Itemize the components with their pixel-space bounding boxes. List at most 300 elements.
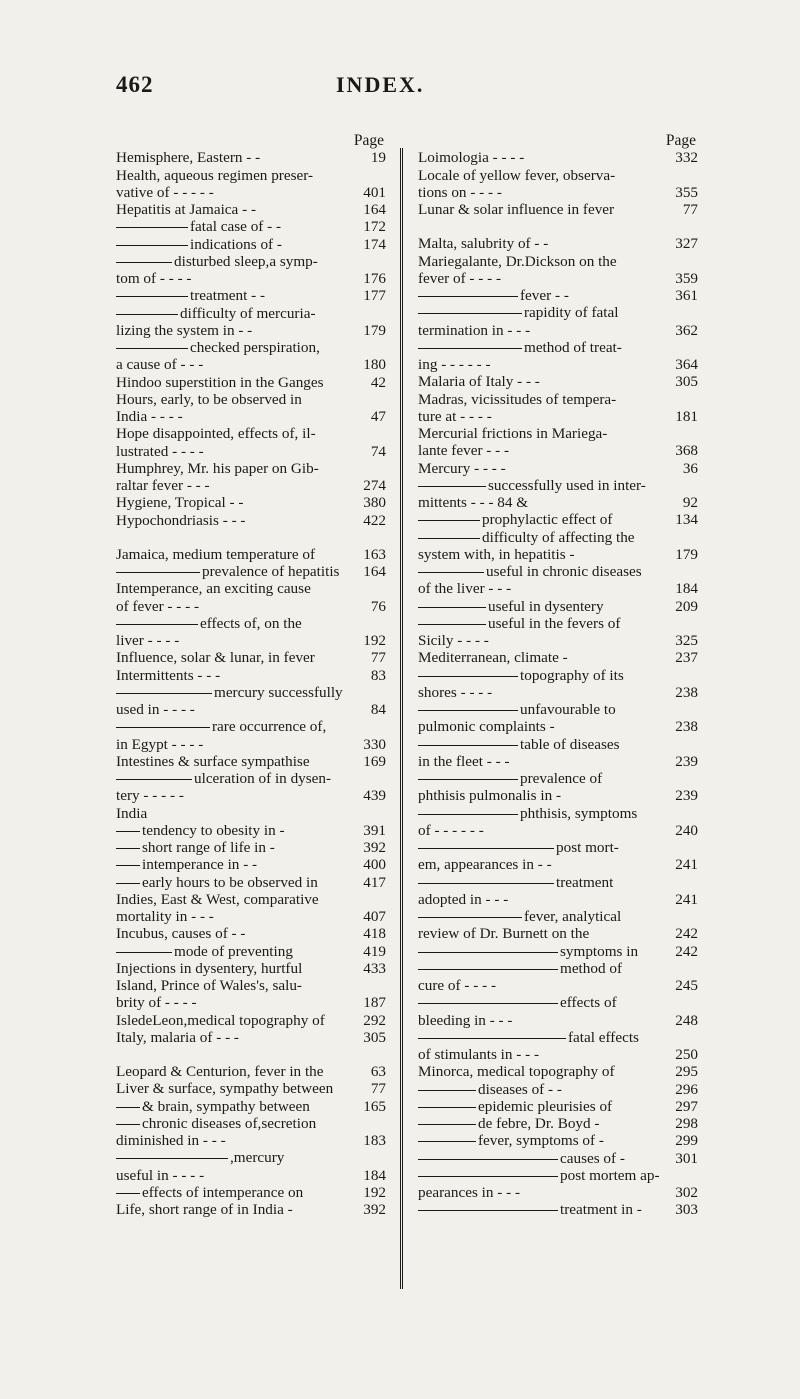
index-entry: [418, 960, 700, 977]
entry-text: fatal effects: [568, 1028, 639, 1046]
index-entry: [418, 805, 700, 822]
entry-page-number: 355: [675, 183, 698, 201]
ditto-rule: [418, 1159, 558, 1160]
index-entry: [116, 753, 388, 770]
entry-text: Mercurial frictions in Mariega-: [418, 425, 608, 442]
index-entry: [418, 839, 700, 856]
entry-text: lante fever - - -: [418, 442, 510, 460]
ditto-rule: [116, 245, 188, 246]
entry-page-number: 325: [675, 632, 698, 649]
entry-text: causes of -: [560, 1149, 625, 1167]
index-entry: [116, 632, 388, 649]
index-entry: [116, 443, 388, 460]
index-entry: [418, 874, 700, 891]
entry-page-number: 192: [363, 1183, 386, 1201]
entry-page-number: 164: [363, 563, 386, 580]
index-entry: [116, 1115, 388, 1132]
entry-page-number: 362: [675, 321, 698, 339]
entry-text: adopted in - - -: [418, 890, 509, 908]
ditto-rule: [418, 313, 522, 314]
entry-text: Health, aqueous regimen preser-: [116, 166, 314, 184]
entry-text: liver - - - -: [116, 632, 180, 649]
index-entry: [116, 305, 388, 322]
entry-page-number: 238: [675, 683, 698, 701]
entry-text: Intermittents - - -: [116, 666, 221, 684]
entry-text: table of diseases: [520, 735, 620, 753]
entry-page-number: 84: [370, 701, 386, 718]
ditto-rule: [418, 710, 518, 711]
entry-text: effects of: [560, 994, 617, 1012]
ditto-rule: [418, 607, 486, 608]
ditto-rule: [418, 883, 554, 884]
index-entry: [116, 1029, 388, 1046]
index-entry: [116, 425, 388, 442]
index-entry: [116, 149, 388, 166]
entry-text: lustrated - - - -: [116, 442, 204, 460]
entry-text: India: [116, 804, 148, 822]
entry-page-number: 327: [675, 235, 698, 253]
ditto-rule: [116, 1107, 140, 1108]
entry-text: tendency to obesity in -: [142, 821, 285, 839]
entry-page-number: 240: [675, 821, 698, 839]
entry-page-number: 192: [363, 632, 386, 649]
entry-text: Hepatitis at Jamaica - -: [116, 201, 257, 218]
entry-text: mittents - - - 84 &: [418, 494, 529, 511]
index-entry: [418, 1115, 700, 1132]
ditto-rule: [418, 520, 480, 521]
index-entry: [116, 1132, 388, 1149]
index-entry: [116, 374, 388, 391]
ditto-rule: [116, 779, 192, 780]
index-entry: [116, 218, 388, 235]
ditto-rule: [418, 538, 480, 539]
ditto-rule: [116, 572, 200, 573]
ditto-rule: [418, 969, 558, 970]
entry-page-number: 305: [363, 1028, 386, 1046]
entry-page-number: 76: [370, 597, 386, 615]
entry-page-number: 241: [675, 856, 698, 874]
entry-text: Hope disappointed, effects of, il-: [116, 425, 316, 443]
entry-text: Life, short range of in India -: [116, 1201, 293, 1218]
entry-text: pulmonic complaints -: [418, 718, 555, 736]
index-entry: [418, 649, 700, 666]
entry-text: indications of -: [190, 235, 282, 253]
index-entry: [116, 718, 388, 735]
ditto-rule: [116, 1124, 140, 1125]
index-entry: [116, 1201, 388, 1218]
index-entry: [116, 839, 388, 856]
entry-page-number: 183: [363, 1132, 386, 1149]
index-entry: [418, 287, 700, 304]
entry-page-number: 238: [675, 718, 698, 736]
index-entry: [116, 546, 388, 563]
entry-text: Minorca, medical topography of: [418, 1063, 615, 1081]
entry-text: a cause of - - -: [116, 356, 204, 374]
index-entry: [418, 580, 700, 597]
entry-page-number: 400: [363, 856, 386, 874]
entry-page-number: 239: [675, 787, 698, 805]
page-number: 462: [116, 72, 154, 97]
index-entry: [116, 580, 388, 597]
ditto-rule: [116, 348, 188, 349]
index-entry: [418, 408, 700, 425]
entry-text: post mortem ap-: [560, 1166, 660, 1184]
ditto-rule: [116, 952, 172, 953]
ditto-rule: [418, 1210, 558, 1211]
entry-text: Madras, vicissitudes of tempera-: [418, 390, 617, 408]
entry-page-number: 292: [363, 1011, 386, 1029]
entry-text: treatment: [556, 873, 614, 891]
ditto-rule: [116, 1193, 140, 1194]
entry-text: Humphrey, Mr. his paper on Gib-: [116, 459, 319, 477]
index-entry: [116, 1063, 388, 1080]
ditto-rule: [418, 1038, 566, 1039]
left-index-column: [116, 132, 388, 1218]
entry-text: tom of - - - -: [116, 270, 192, 287]
entry-page-number: 418: [363, 925, 386, 943]
index-entry: [418, 304, 700, 321]
right-index-column: [418, 132, 700, 1219]
entry-page-number: 174: [363, 235, 386, 253]
index-entry: [116, 477, 388, 494]
ditto-rule: [418, 1107, 476, 1108]
entry-page-number: 407: [363, 908, 386, 925]
entry-text: Hemisphere, Eastern - -: [116, 149, 261, 167]
index-entry: [418, 770, 700, 787]
index-entry: [418, 477, 700, 494]
index-entry: [418, 822, 700, 839]
entry-page-number: 36: [682, 459, 698, 477]
index-entry: [418, 460, 700, 477]
ditto-rule: [418, 917, 522, 918]
entry-text: intemperance in - -: [142, 856, 258, 874]
entry-page-number: 433: [363, 959, 386, 977]
index-entry: [418, 667, 700, 684]
entry-page-number: 42: [370, 373, 386, 391]
ditto-rule: [116, 1158, 228, 1159]
entry-page-number: 77: [682, 201, 698, 218]
entry-page-number: 181: [675, 407, 698, 425]
entry-page-number: 248: [675, 1011, 698, 1029]
index-entry: [418, 1063, 700, 1080]
index-entry: [116, 960, 388, 977]
entry-page-number: 239: [675, 752, 698, 770]
index-entry: [116, 184, 388, 201]
page-column-label: Page: [353, 132, 384, 149]
entry-text: Liver & surface, sympathy between: [116, 1080, 334, 1098]
index-entry: [418, 684, 700, 701]
index-entry: [418, 546, 700, 563]
index-entry: [116, 201, 388, 218]
entry-text: useful in - - - -: [116, 1166, 205, 1184]
index-entry: [418, 373, 700, 390]
ditto-rule: [418, 348, 522, 349]
index-entry: [116, 287, 388, 304]
entry-text: ture at - - - -: [418, 407, 492, 425]
entry-page-number: 296: [675, 1080, 698, 1098]
index-entry: [418, 1201, 700, 1218]
index-entry: [418, 1184, 700, 1201]
entry-text: fever, analytical: [524, 908, 622, 925]
entry-text: of fever - - - -: [116, 597, 200, 615]
index-entry: [116, 391, 388, 408]
entry-text: Malta, salubrity of - -: [418, 235, 549, 253]
entry-text: symptoms in: [560, 942, 639, 960]
index-entry: [418, 149, 700, 166]
index-entry: [418, 1132, 700, 1149]
entry-text: effects of intemperance on: [142, 1183, 304, 1201]
entry-page-number: 368: [675, 442, 698, 460]
entry-page-number: 163: [363, 545, 386, 563]
entry-page-number: 184: [675, 580, 698, 598]
entry-text: method of treat-: [524, 338, 622, 356]
entry-page-number: 245: [675, 977, 698, 994]
entry-page-number: 392: [363, 839, 386, 856]
index-entry: [116, 460, 388, 477]
index-entry: [418, 977, 700, 994]
entry-text: of the liver - - -: [418, 580, 512, 598]
index-entry: [418, 494, 700, 511]
entry-text: in the fleet - - -: [418, 752, 510, 770]
index-entry: [116, 977, 388, 994]
entry-text: Jamaica, medium temperature of: [116, 545, 316, 563]
entry-text: fever of - - - -: [418, 269, 502, 287]
entry-text: em, appearances in - -: [418, 856, 552, 874]
entry-page-number: 47: [370, 408, 386, 425]
entry-text: tions on - - - -: [418, 183, 502, 201]
entry-page-number: 305: [675, 373, 698, 391]
entry-page-number: 439: [363, 787, 386, 805]
entry-text: Injections in dysentery, hurtful: [116, 959, 303, 977]
index-entry: [418, 925, 700, 942]
ditto-rule: [418, 1141, 476, 1142]
index-entry: [116, 408, 388, 425]
entry-text: mortality in - - -: [116, 908, 214, 925]
entry-text: Influence, solar & lunar, in fever: [116, 649, 315, 667]
entry-text: topography of its: [520, 666, 624, 684]
entry-page-number: 209: [675, 597, 698, 615]
entry-text: chronic diseases of,secretion: [142, 1114, 317, 1132]
index-entry: [116, 994, 388, 1011]
index-entry: [418, 856, 700, 873]
index-entry: [418, 787, 700, 804]
entry-text: bleeding in - - -: [418, 1011, 513, 1029]
ditto-rule: [418, 572, 484, 573]
entry-text: phthisis, symptoms: [520, 804, 638, 822]
index-entry: [116, 822, 388, 839]
index-entry: [116, 1184, 388, 1201]
entry-page-number: 77: [370, 1080, 386, 1098]
index-entry: [418, 736, 700, 753]
entry-page-number: 380: [363, 494, 386, 512]
entry-text: diseases of - -: [478, 1080, 562, 1098]
ditto-rule: [418, 1003, 558, 1004]
entry-text: Italy, malaria of - - -: [116, 1028, 239, 1046]
ditto-rule: [418, 1124, 476, 1125]
index-entry: [418, 391, 700, 408]
entry-page-number: 164: [363, 201, 386, 218]
entry-text: checked perspiration,: [190, 339, 320, 356]
entry-text: ,mercury: [230, 1149, 285, 1167]
entry-text: Locale of yellow fever, observa-: [418, 166, 616, 184]
entry-page-number: 361: [675, 287, 698, 304]
entry-page-number: 392: [363, 1201, 386, 1218]
index-entry: [418, 891, 700, 908]
entry-text: Mercury - - - -: [418, 459, 506, 477]
entry-text: fatal case of - -: [190, 218, 282, 236]
entry-text: post mort-: [556, 839, 619, 856]
entry-page-number: 332: [675, 149, 698, 167]
entry-page-number: 63: [370, 1063, 386, 1080]
entry-text: treatment - -: [190, 287, 266, 305]
ditto-rule: [418, 486, 486, 487]
index-entry: [116, 770, 388, 787]
index-entry: [116, 805, 388, 822]
index-entry: [418, 943, 700, 960]
entry-text: Sicily - - - -: [418, 632, 489, 649]
index-entry: [418, 201, 700, 218]
entry-page-number: 241: [675, 890, 698, 908]
index-entry: [418, 1167, 700, 1184]
entry-text: of stimulants in - - -: [418, 1046, 540, 1063]
entry-text: lizing the system in - -: [116, 321, 253, 339]
ditto-rule: [418, 779, 518, 780]
entry-page-number: 187: [363, 994, 386, 1012]
index-entry: [418, 1150, 700, 1167]
ditto-rule: [116, 865, 140, 866]
entry-text: Intemperance, an exciting cause: [116, 580, 311, 598]
index-entry: [116, 1012, 388, 1029]
ditto-rule: [116, 624, 198, 625]
entry-page-number: 297: [675, 1097, 698, 1115]
entry-page-number: 330: [363, 735, 386, 753]
entry-page-number: 242: [675, 942, 698, 960]
index-entry: [116, 649, 388, 666]
entry-page-number: 172: [363, 218, 386, 236]
entry-text: rare occurrence of,: [212, 718, 327, 736]
column-divider: [400, 148, 405, 1289]
index-entry: [418, 1046, 700, 1063]
entry-text: used in - - - -: [116, 701, 195, 718]
entry-text: Hours, early, to be observed in: [116, 390, 302, 408]
entry-text: Leopard & Centurion, fever in the: [116, 1063, 324, 1080]
entry-page-number: 422: [363, 511, 386, 529]
entry-text: Indies, East & West, comparative: [116, 890, 319, 908]
entry-page-number: 359: [675, 269, 698, 287]
entry-page-number: 250: [675, 1046, 698, 1063]
entry-text: prophylactic effect of: [482, 511, 613, 529]
ditto-rule: [116, 693, 212, 694]
index-entry: [116, 598, 388, 615]
entry-page-number: 419: [363, 942, 386, 960]
entry-text: Hygiene, Tropical - -: [116, 494, 244, 512]
entry-page-number: 364: [675, 356, 698, 373]
index-entry: [418, 442, 700, 459]
entry-text: in Egypt - - - -: [116, 735, 204, 753]
entry-page-number: 298: [675, 1115, 698, 1132]
index-entry: [116, 356, 388, 373]
index-entry: [418, 1098, 700, 1115]
entry-text: epidemic pleurisies of: [478, 1097, 613, 1115]
entry-page-number: 177: [363, 287, 386, 305]
index-entry: [418, 994, 700, 1011]
entry-text: successfully used in inter-: [488, 476, 646, 494]
index-entry: [418, 270, 700, 287]
index-entry: [418, 425, 700, 442]
entry-text: Incubus, causes of - -: [116, 925, 246, 943]
ditto-rule: [116, 883, 140, 884]
entry-text: early hours to be observed in: [142, 873, 318, 891]
entry-text: fever - -: [520, 287, 569, 304]
index-entry: [418, 339, 700, 356]
entry-text: treatment in -: [560, 1201, 642, 1219]
entry-page-number: 165: [363, 1097, 386, 1115]
entry-text: Loimologia - - - -: [418, 149, 525, 167]
entry-text: ulceration of in dysen-: [194, 770, 332, 787]
entry-text: tery - - - - -: [116, 787, 184, 805]
index-entry: [418, 598, 700, 615]
entry-text: termination in - - -: [418, 321, 531, 339]
entry-text: shores - - - -: [418, 683, 493, 701]
ditto-rule: [116, 727, 210, 728]
entry-text: de febre, Dr. Boyd -: [478, 1115, 600, 1132]
entry-text: unfavourable to: [520, 701, 616, 718]
entry-text: difficulty of mercuria-: [180, 304, 316, 322]
ditto-rule: [418, 952, 558, 953]
entry-text: IsledeLeon,medical topography of: [116, 1011, 325, 1029]
entry-page-number: 302: [675, 1184, 698, 1201]
entry-text: short range of life in -: [142, 839, 275, 856]
index-entry: [418, 632, 700, 649]
entry-text: diminished in - - -: [116, 1132, 226, 1149]
entry-text: Mariegalante, Dr.Dickson on the: [418, 252, 617, 270]
index-entry: [116, 684, 388, 701]
entry-text: Island, Prince of Wales's, salu-: [116, 977, 302, 994]
entry-text: of - - - - - -: [418, 821, 484, 839]
entry-text: fever, symptoms of -: [478, 1132, 604, 1150]
index-entry: [116, 615, 388, 632]
index-entry: [116, 891, 388, 908]
entry-page-number: 301: [675, 1149, 698, 1167]
entry-text: vative of - - - - -: [116, 183, 214, 201]
entry-text: Lunar & solar influence in fever: [418, 201, 615, 218]
entry-text: phthisis pulmonalis in -: [418, 787, 562, 805]
entry-text: pearances in - - -: [418, 1184, 521, 1201]
index-entries: [116, 149, 388, 1218]
index-entries: [418, 149, 700, 1218]
index-entry: [116, 1080, 388, 1097]
ditto-rule: [116, 296, 188, 297]
entry-text: Intestines & surface sympathise: [116, 752, 310, 770]
index-entry: [116, 494, 388, 511]
index-entry: [418, 1081, 700, 1098]
index-entry: [116, 236, 388, 253]
entry-text: cure of - - - -: [418, 977, 496, 994]
index-entry: [418, 322, 700, 339]
entry-page-number: 184: [363, 1166, 386, 1184]
index-entry: [116, 736, 388, 753]
section-gap: [116, 1046, 388, 1063]
ditto-rule: [116, 831, 140, 832]
index-entry: [418, 184, 700, 201]
index-entry: [116, 908, 388, 925]
entry-page-number: 299: [675, 1132, 698, 1150]
page-header: [0, 72, 800, 102]
entry-text: India - - - -: [116, 408, 183, 425]
ditto-rule: [418, 296, 518, 297]
entry-text: rapidity of fatal: [524, 304, 619, 322]
index-entry: [418, 167, 700, 184]
